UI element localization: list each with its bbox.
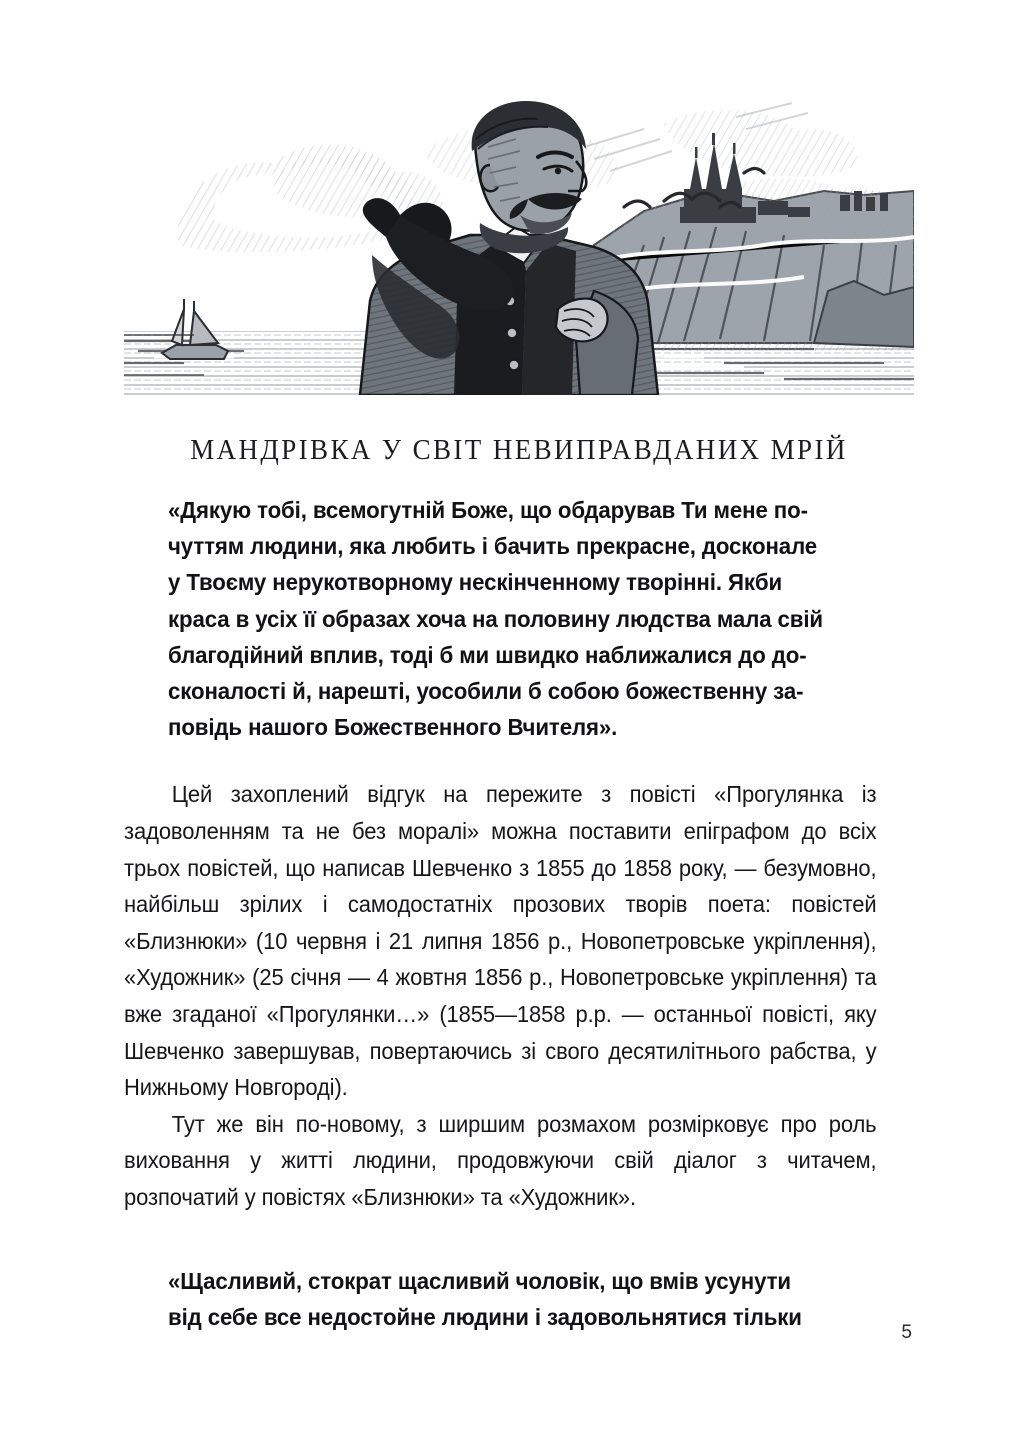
- quote-line: благодійний вплив, тоді б ми швидко наближалися до до-: [168, 641, 807, 668]
- spacer: [124, 745, 912, 776]
- quote-line: сконалості й, нарешті, уособили б собою божественну за-: [168, 678, 804, 705]
- quote-line: у Твоєму нерукотворному нескінченному творінні. Якби: [168, 569, 783, 596]
- page-title: МАНДРІВКА У СВІТ НЕВИПРАВДАНИХ МРІЙ: [190, 434, 848, 467]
- quote-line: «Щасливий, стократ щасливий чоловік, що вмів усунути: [168, 1267, 791, 1294]
- spacer: [124, 1216, 912, 1263]
- quote-line: чуттям людини, яка любить і бачить прекрасне, досконале: [168, 533, 818, 560]
- text-column: [124, 492, 912, 1335]
- body-paragraph-2: Тут же він по-новому, з ширшим розмахом розмірковує про роль виховання у житті людини, продовжуючи свій діалог з читачем, розпочатий у повістях «Близнюки» та «Художник».: [124, 1110, 877, 1210]
- quote-block-1: [168, 492, 837, 745]
- quote-block-2: [168, 1263, 837, 1335]
- body-paragraph-1: Цей захоплений відгук на пережите з повісті «Прогулянка із задоволенням та не без моралі» можна поставити епіграфом до всіх трьох повістей, що написав Шевченко з 1855 до 1858 року, — безумовно, найбільш зрілих і самодостатніх прозових творів поета: повістей «Близнюки» (10 червня і 21 липня 1856 р., Новопетровське укріплення), «Художник» (25 січня — 4 жовтня 1856 р., Новопетровське укріплення) та вже згаданої «Прогулянки…» (1855—1858 р.р. — останньої повісті, яку Шевченко завершував, повертаючись зі свого десятилітнього рабства, у Нижньому Новгороді).: [124, 781, 877, 1101]
- quote-line: повідь нашого Божественного Вчителя».: [168, 714, 618, 741]
- quote-line: «Дякую тобі, всемогутній Боже, що обдарував Ти мене по-: [168, 497, 808, 523]
- quote-line: від себе все недостойне людини і задовольнятися тільки: [168, 1303, 802, 1330]
- chapter-illustration: [124, 95, 914, 395]
- page-number: 5: [901, 1322, 912, 1343]
- illustration-canvas: [124, 95, 914, 395]
- quote-line: краса в усіх її образах хоча на половину людства мала свій: [168, 605, 823, 632]
